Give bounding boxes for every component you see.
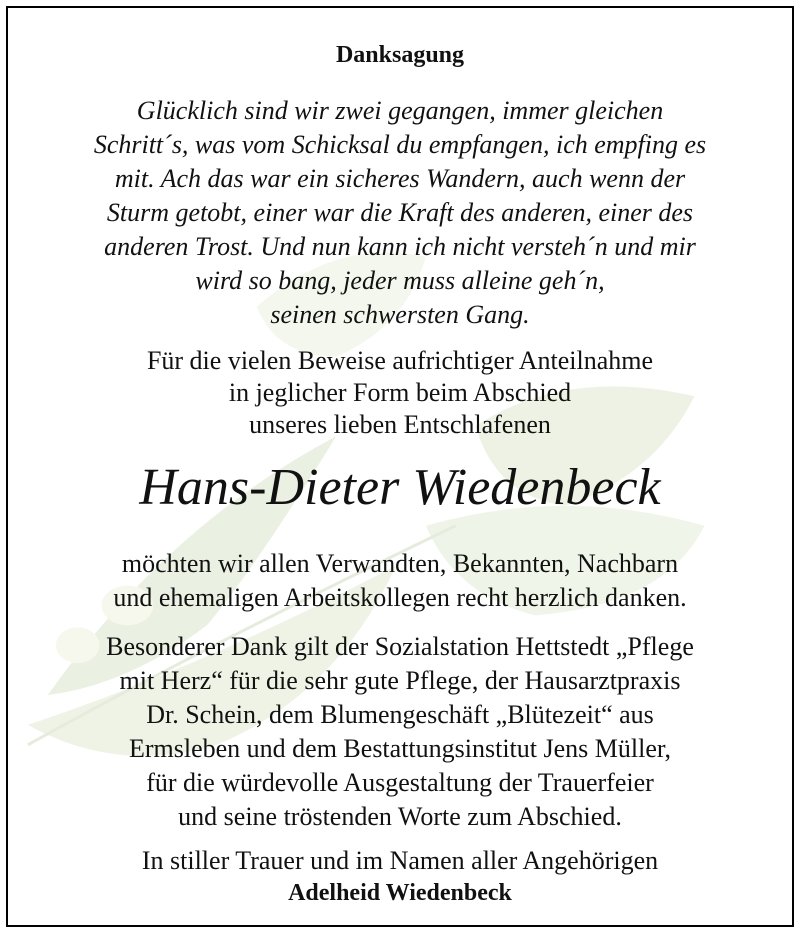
special-thanks-line: und seine tröstenden Worte zum Abschied.: [178, 802, 622, 831]
intro-line: in jeglicher Form beim Abschied: [228, 378, 572, 407]
special-thanks-line: mit Herz“ für die sehr gute Pflege, der Hausarztpraxis: [119, 666, 681, 695]
special-thanks-line: Ermsleben und dem Bestattungsinstitut Jens Müller,: [128, 734, 671, 763]
thanks-line: und ehemaligen Arbeitskollegen recht herzlich danken.: [113, 583, 687, 612]
poem-line: seinen schwersten Gang.: [270, 300, 530, 329]
closing-line: In stiller Trauer und im Namen aller Angehörigen: [141, 846, 659, 875]
intro-line: Für die vielen Beweise aufrichtiger Anteilnahme: [146, 346, 654, 375]
thanks-line: möchten wir allen Verwandten, Bekannten, Nachbarn: [121, 549, 679, 578]
deceased-name: Hans-Dieter Wiedenbeck: [139, 459, 661, 516]
obituary-frame: [6, 6, 794, 927]
poem-line: wird so bang, jeder muss alleine geh´n,: [195, 266, 605, 295]
poem-line: Schritt´s, was vom Schicksal du empfangen, ich empfing es: [93, 130, 707, 159]
poem-line: mit. Ach das war ein sicheres Wandern, auch wenn der: [114, 164, 686, 193]
special-thanks-line: Besonderer Dank gilt der Sozialstation Hettstedt „Pflege: [106, 632, 694, 661]
poem-line: anderen Trost. Und nun kann ich nicht versteh´n und mir: [104, 232, 696, 261]
poem-line: Sturm getobt, einer war die Kraft des anderen, einer des: [106, 198, 694, 227]
obituary-content: [8, 8, 792, 925]
special-thanks-line: Dr. Schein, dem Blumengeschäft „Blütezeit“ aus: [146, 700, 654, 729]
intro-line: unseres lieben Entschlafenen: [249, 410, 551, 439]
heading: Danksagung: [335, 42, 465, 68]
signer-name: Adelheid Wiedenbeck: [288, 880, 512, 906]
poem-line: Glücklich sind wir zwei gegangen, immer gleichen: [136, 96, 664, 125]
special-thanks-line: für die würdevolle Ausgestaltung der Trauerfeier: [146, 768, 654, 797]
